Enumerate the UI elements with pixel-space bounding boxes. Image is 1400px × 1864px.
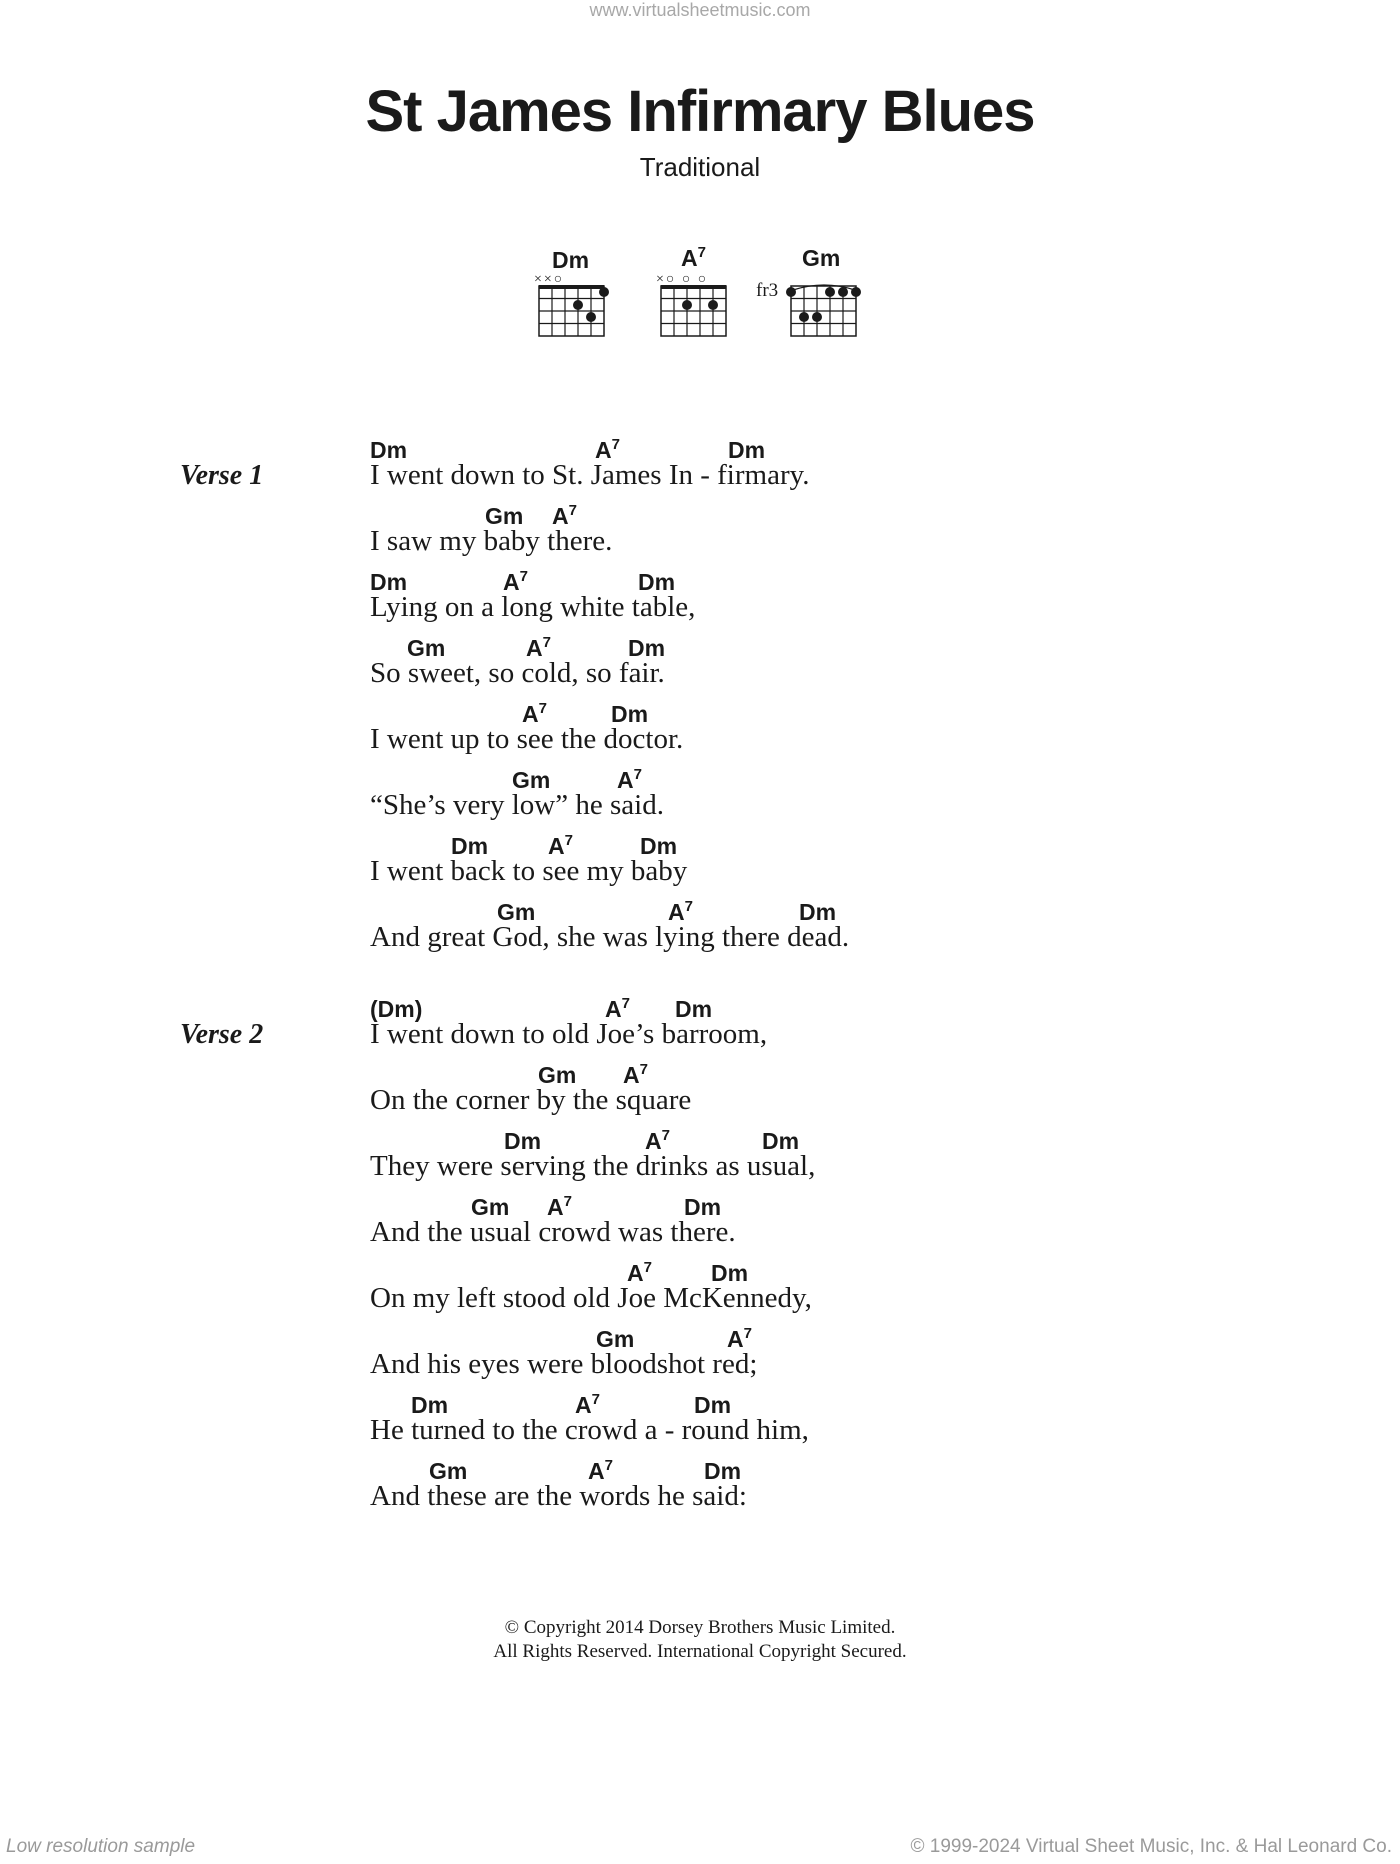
chord-symbol: $A^7$ [727,1325,752,1352]
lyric-line [370,634,1270,694]
gm-fretboard-diagram [791,284,866,349]
chord-symbol: Dm [504,1128,542,1154]
chord-symbol: Dm [411,1392,449,1418]
copyright-line: © Copyright 2014 Dorsey Brothers Music Limited. [504,1617,896,1638]
copyright-notice [0,1616,1400,1664]
chord-symbol: $A^7$ [503,568,528,595]
lyric-line [370,898,1270,958]
lyric-text: I went down to old Joe’s barroom, [370,1018,768,1050]
site-url: www.virtualsheetmusic.com [589,0,811,20]
chord-symbol: Dm [762,1128,800,1154]
chord-symbol: Gm [485,503,524,529]
lyric-text: I went back to see my baby [370,855,688,887]
lyric-line [370,1259,1270,1319]
lyric-text: Lying on a long white table, [370,591,696,623]
chord-symbol: Gm [512,767,551,793]
chord-diagram-name: $A^7$ [681,244,706,271]
lyric-line [370,700,1270,760]
dm-fretboard-diagram [539,286,609,346]
chord-symbol: Gm [407,635,446,661]
chord-symbol: Dm [611,701,649,727]
chord-symbol: $A^7$ [668,898,693,925]
lyric-text: So sweet, so cold, so fair. [370,657,665,689]
open-mute-markers: ××○ [534,272,565,287]
lyric-line [370,1325,1270,1385]
chord-symbol: Dm [711,1260,749,1286]
lyric-text: I went up to see the doctor. [370,723,684,755]
lyric-text: “She’s very low” he said. [370,789,664,821]
chord-symbol: $A^7$ [522,700,547,727]
chord-symbol: Dm [799,899,837,925]
lyric-text: And the usual crowd was there. [370,1216,736,1248]
a7-fretboard-diagram [661,286,731,346]
chord-symbol: Gm [596,1326,635,1352]
chord-symbol: Dm [694,1392,732,1418]
chord-symbol: Gm [471,1194,510,1220]
chord-symbol: $A^7$ [645,1127,670,1154]
chord-symbol: Dm [451,833,489,859]
verse-2-label: Verse 2 [180,1019,264,1050]
low-resolution-watermark: Low resolution sample [6,1836,196,1857]
chord-symbol: Dm [675,996,713,1022]
chord-symbol: $A^7$ [552,502,577,529]
chord-symbol: Gm [538,1062,577,1088]
fret-position-label: fr3 [756,280,779,301]
lyric-line [370,766,1270,826]
lyric-text: I saw my baby there. [370,525,613,557]
chord-symbol: Dm [370,437,408,463]
chord-symbol: $A^7$ [575,1391,600,1418]
chord-symbol: Dm [628,635,666,661]
lyric-text: On my left stood old Joe McKennedy, [370,1282,812,1314]
lyric-line [370,436,1270,496]
lyric-text: I went down to St. James In - firmary. [370,459,810,491]
chord-symbol: (Dm) [370,996,423,1022]
lyric-text: And his eyes were bloodshot red; [370,1348,758,1380]
open-mute-markers: ×○ ○ ○ [656,272,709,287]
chord-symbol: $A^7$ [595,436,620,463]
chord-symbol: Dm [640,833,678,859]
chord-symbol: $A^7$ [588,1457,613,1484]
lyric-line [370,995,1270,1055]
composer: Traditional [639,152,761,182]
lyric-line [370,1061,1270,1121]
chord-symbol: Dm [728,437,766,463]
chord-symbol: $A^7$ [623,1061,648,1088]
lyric-text: And these are the words he said: [370,1480,747,1512]
chord-symbol: Dm [704,1458,742,1484]
chord-symbol: $A^7$ [526,634,551,661]
chord-symbol: Gm [497,899,536,925]
chord-symbol: $A^7$ [627,1259,652,1286]
lyric-line [370,1391,1270,1451]
chord-symbol: $A^7$ [547,1193,572,1220]
chord-symbol: $A^7$ [605,995,630,1022]
chord-symbol: Dm [684,1194,722,1220]
rights-line: All Rights Reserved. International Copyright Secured. [493,1641,907,1662]
chord-diagram-name: Gm [802,245,841,271]
lyric-line [370,1127,1270,1187]
chord-diagram-name: Dm [552,247,590,273]
chord-symbol: Dm [370,569,408,595]
lyric-text: They were serving the drinks as usual, [370,1150,816,1182]
chord-symbol: Dm [638,569,676,595]
lyric-line [370,568,1270,628]
chord-symbol: Gm [429,1458,468,1484]
chord-symbol: $A^7$ [548,832,573,859]
lyric-line [370,832,1270,892]
lyric-line [370,502,1270,562]
publisher-copyright-watermark: © 1999-2024 Virtual Sheet Music, Inc. & Hal Leonard Co. [910,1836,1392,1857]
lyric-text: On the corner by the square [370,1084,692,1116]
lyric-line [370,1193,1270,1253]
lyric-text: And great God, she was lying there dead. [370,921,850,953]
song-title: St James Infirmary Blues [365,79,1035,144]
verse-1-label: Verse 1 [180,460,264,491]
lyric-line [370,1457,1270,1517]
lyric-text: He turned to the crowd a - round him, [370,1414,809,1446]
chord-symbol: $A^7$ [617,766,642,793]
